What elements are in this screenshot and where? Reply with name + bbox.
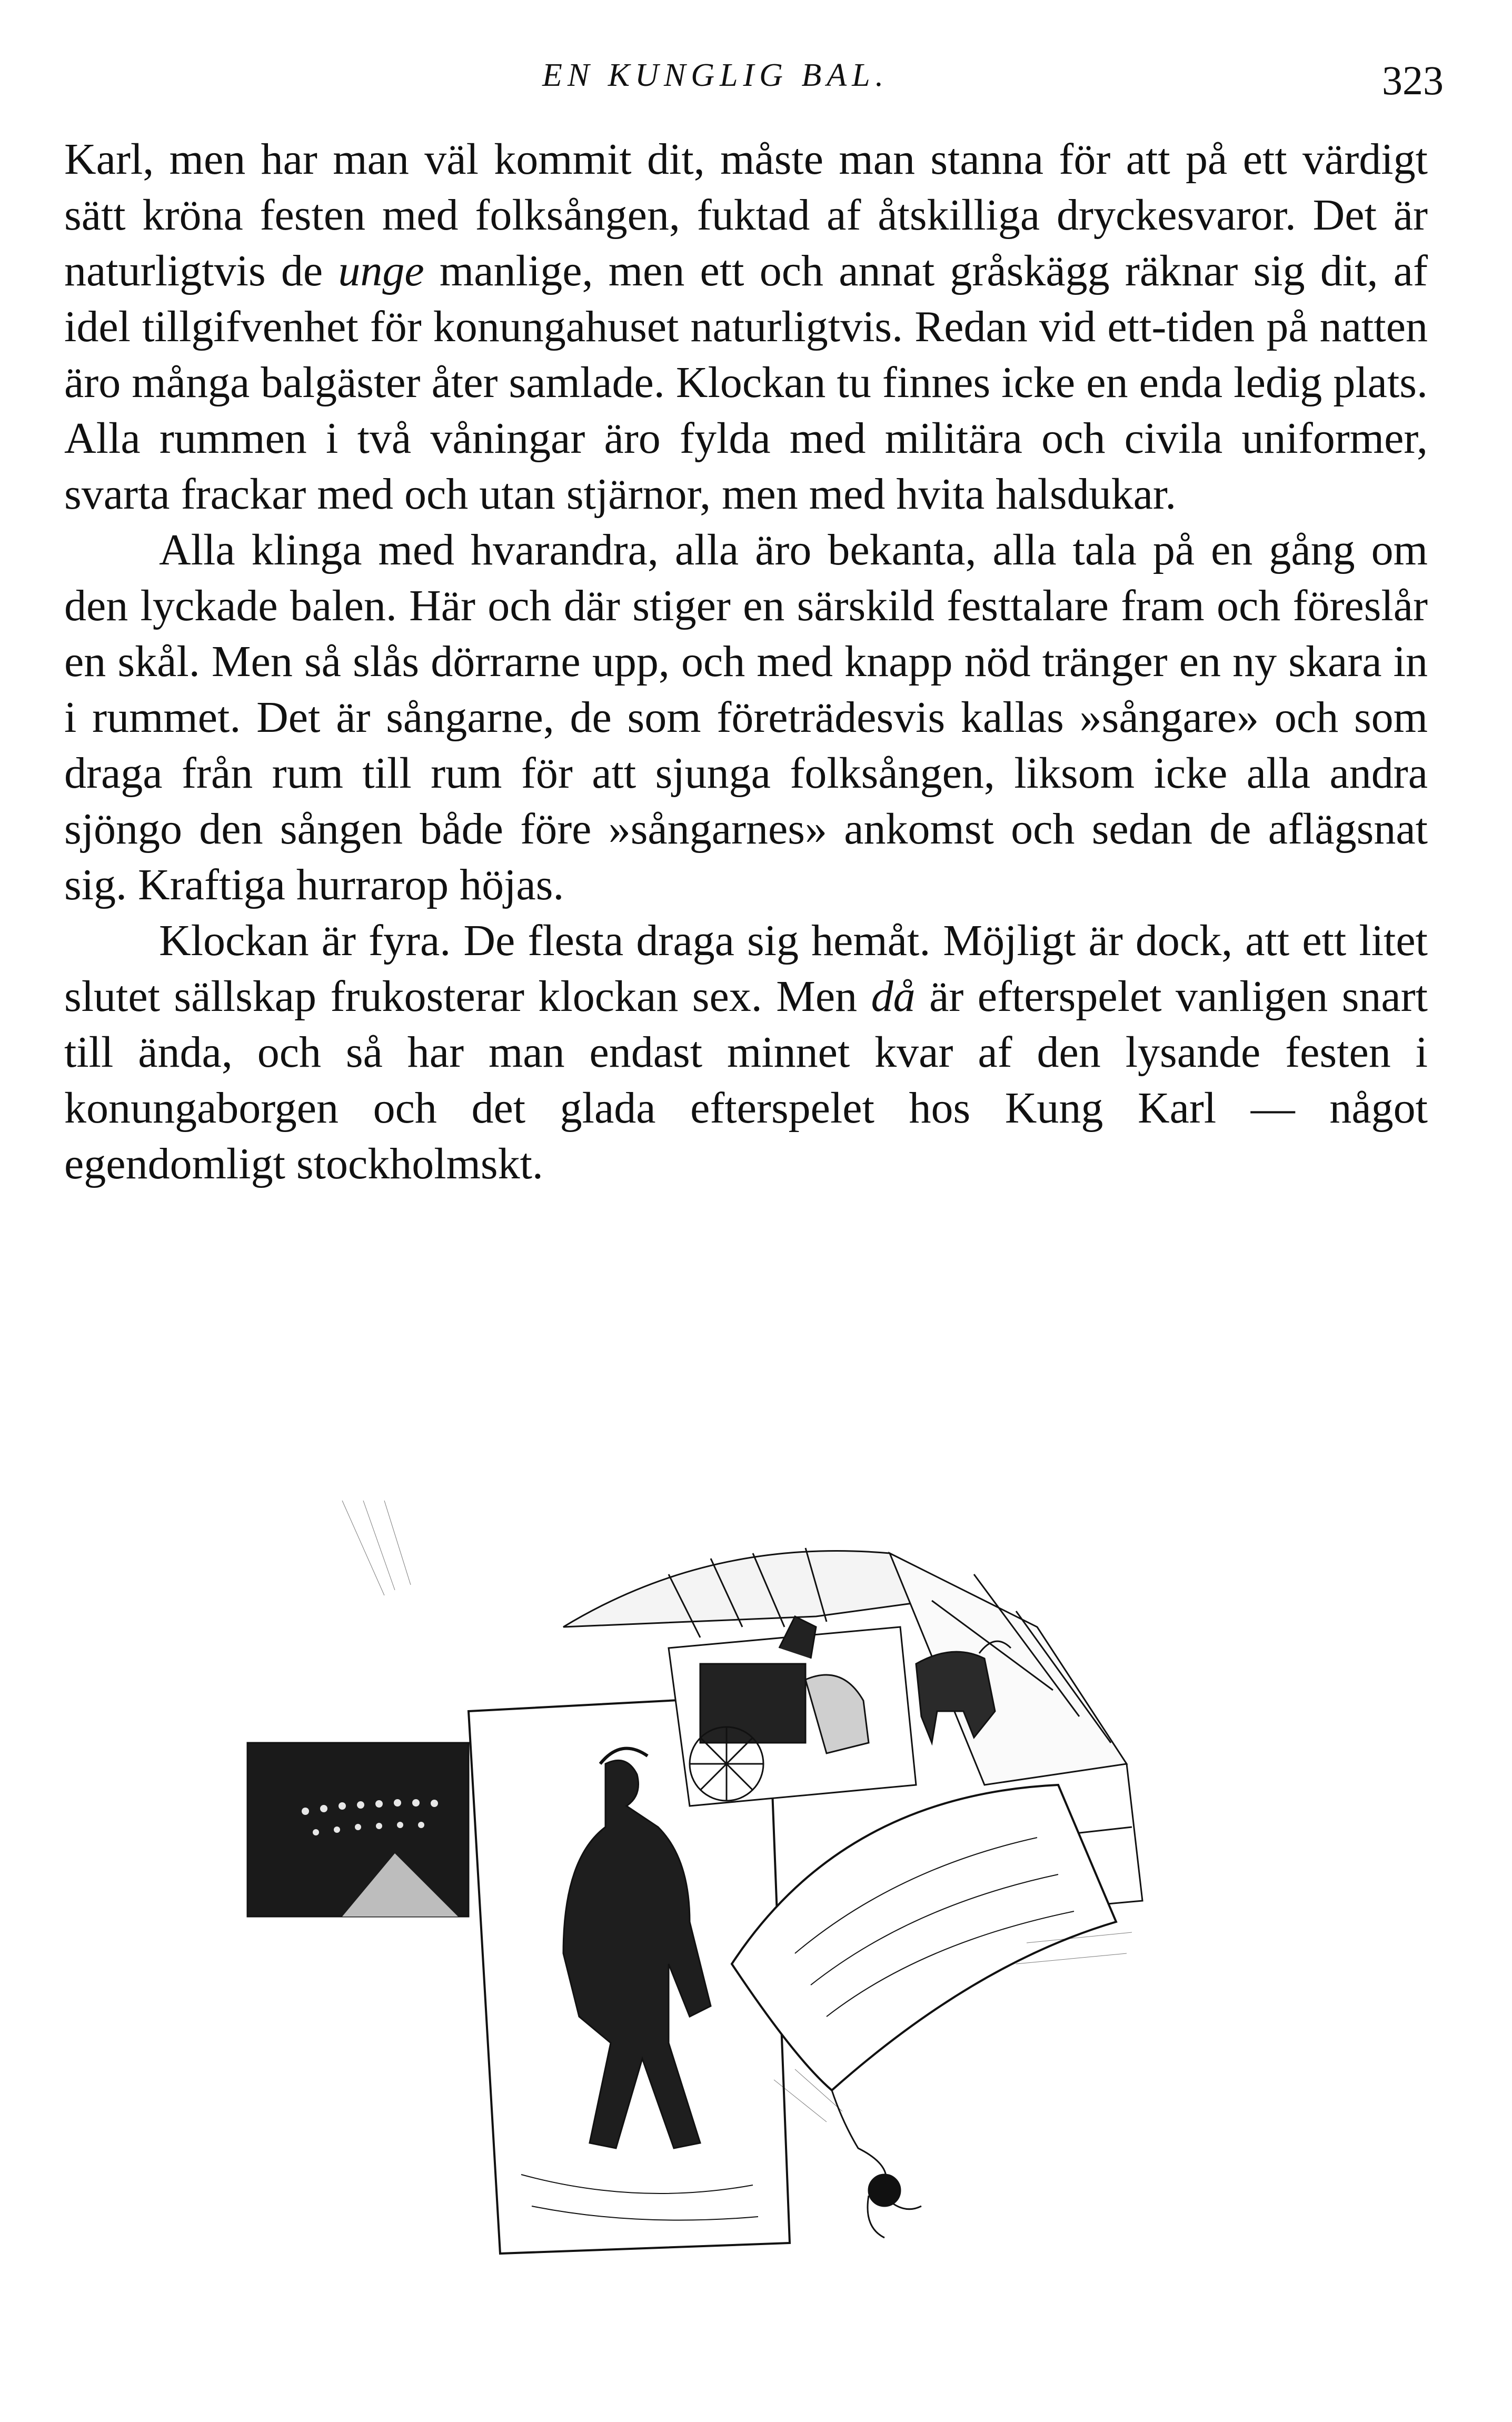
page-number: 323	[1382, 57, 1444, 103]
paragraph-1	[64, 132, 1428, 522]
paragraph-2	[64, 522, 1428, 913]
text-run: är efterspelet vanligen snart till ända, och så har man endast minnet kvar af den lysande festen i konungaborgen och det glada efterspelet hos Kung Karl — något egendomligt stockholmskt.	[64, 972, 1428, 1188]
text-run: Karl, men har man väl kommit dit, måste man stanna för att på ett värdigt sätt kröna festen med folksången, fuktad af åtskilliga dryckesvaror. Det är naturligtvis de	[64, 135, 1428, 295]
paragraph-3	[64, 913, 1428, 1192]
body-text	[64, 132, 1428, 1192]
italic-run: unge	[338, 246, 424, 295]
night-street-picture	[247, 1743, 469, 1917]
engraved-illustration	[237, 1490, 1237, 2290]
text-run: Alla klinga med hvarandra, alla äro bekanta, alla tala på en gång om den lyckade balen. Här och där stiger en särskild festtalare fram och föreslår en skål. Men så slås dörrarne upp, och med knapp nöd tränger en ny skara in i rummet. Det är sångarne, de som företrädesvis kallas »sångare» och som draga från rum till rum för att sjunga folksången, liksom icke alla andra sjöngo den sången både före »sångarnes» ankomst och sedan de aflägsnat sig. Kraftiga hurrarop höjas.	[64, 525, 1428, 909]
programme-scroll-picture	[732, 1785, 1116, 2238]
italic-run: då	[871, 972, 916, 1021]
running-title: EN KUNGLIG BAL.	[542, 57, 889, 93]
text-run: manlige, men ett och annat gråskägg räknar sig dit, af idel tillgifvenhet för konungahuset naturligtvis. Redan vid ett-tiden på natten äro många balgäster åter samlade. Klockan tu finnes icke en enda ledig plats. Alla rummen i två våningar äro fylda med militära och civila uniformer, svarta frackar med och utan stjärnor, men med hvita halsdukar.	[64, 246, 1428, 519]
text-run: Klockan är fyra. De flesta draga sig hemåt. Möjligt är dock, att ett litet slutet sällskap frukosterar klockan sex. Men	[64, 916, 1428, 1021]
